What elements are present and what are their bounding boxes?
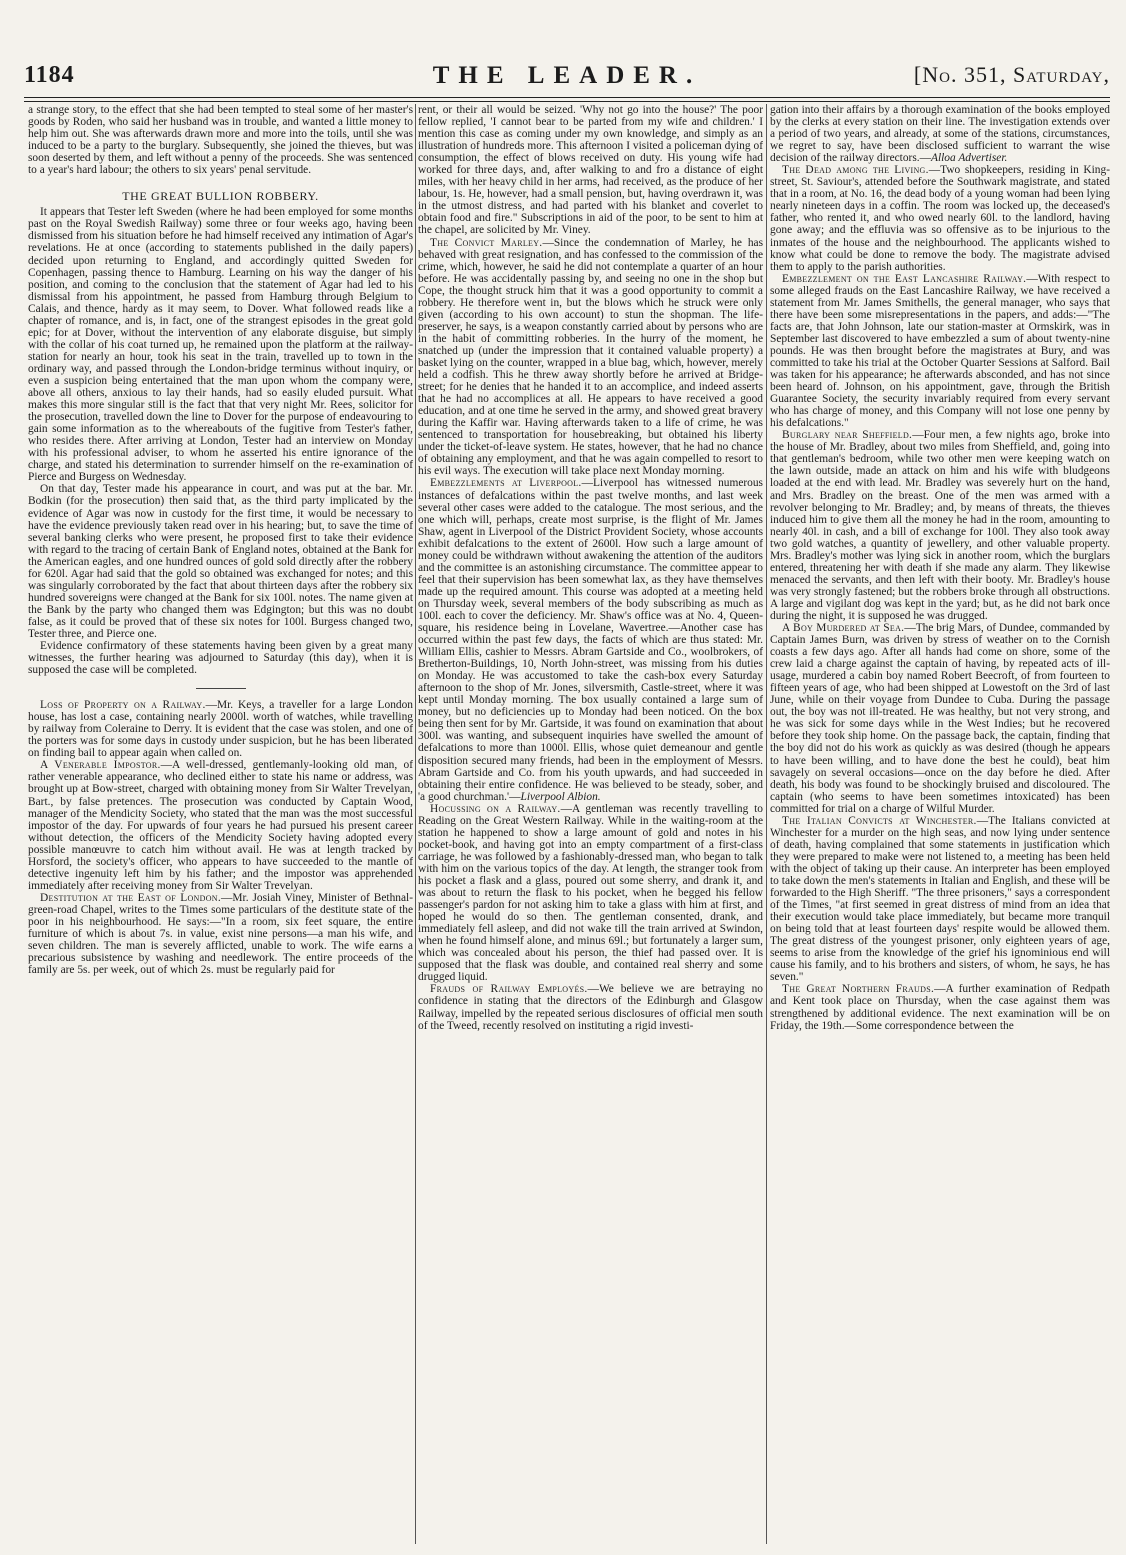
article-paragraph: On that day, Tester made his appearance in court, and was put at the bar. Mr. Bodkin (for the prosecution) then said that, as the third party implicated by the evidence of Agar was now in custody for the first time, it would be necessary to have the evidence previously taken read over in his hearing; but, to save the time of several banking clerks who were present, he proposed first to take their evidence with regard to the tracing of certain Bank of England notes, obtained at the Bank for the American eagles, and one hundred ounces of gold sold directly after the robbery for 620l. Agar had said that the gold so obtained was exchanged for notes; and this was singularly corroborated by the fact that about thirteen days after the robbery six hundred sovereigns were changed at the Bank for six 100l. notes. The name given at the Bank by the party who changed them was Edgington; but this was no doubt false, as it could be proved that of these six notes for 100l. Burgess changed two, Tester three, and Pierce one. — [28, 483, 413, 640]
article-text: —A gentleman was recently travelling to Reading on the Great Western Railway. While in the waiting-room at the station he happened to show a large amount of gold and notes in his pocket-book, and having got into an empty compartment of a first-class carriage, he was followed by a fashionably-dressed man, who began to talk with him on the various topics of the day. At length, the stranger took from his pocket a flask and a glass, poured out some sherry, and drank it, and was about to return the flask to his pocket, when he begged his fellow passenger's pardon for not asking him to take a glass with him at first, and hoped he would do so then. The gentleman consented, drank, and immediately fell asleep, and did not wake till the train arrived at Swindon, when he found himself alone, and minus 69l.; but fortunately a larger sum, which was concealed about his person, the thief had passed over. It is supposed that the flask was double, and contained real sherry and some drugged liquid. — [418, 802, 763, 984]
article-run-in-heading: Burglary near Sheffield. — [782, 429, 913, 442]
article-paragraph — [770, 983, 1110, 1031]
article-run-in-heading: Loss of Property on a Railway. — [40, 699, 206, 712]
article-run-in-heading: The Italian Convicts at Winchester. — [782, 814, 977, 827]
newspaper-title: THE LEADER. — [432, 62, 702, 89]
masthead-rule-thin — [24, 101, 1110, 102]
masthead-rule — [24, 97, 1110, 98]
article-text: —With respect to some alleged frauds on the East Lancashire Railway, we have received a statement from Mr. James Smithells, the general manager, who says that there have been some misrepresentations in the papers, and adds:—"The facts are, that John Johnson, late our station-master at Ormskirk, was in September last discovered to have embezzled a sum of about twenty-nine pounds. He was then brought before the magistrates at Bury, and was committed to take his trial at the October Quarter Sessions at Salford. Bail was taken for his appearance; he afterwards absconded, and has not since been heard of. Johnson, on his appointment, gave, through the British Guarantee Society, the security invariably required from every servant who has charge of money, and this Company will not lose one penny by his defalcations." — [770, 272, 1110, 430]
article-paragraph — [418, 983, 763, 1031]
article-text: —Mr. Keys, a traveller for a large London house, has lost a case, containing nearly 2000l. worth of watches, while travelling by railway from Coleraine to Derry. It is evident that the case was stolen, and one of the porters was for some days in custody under suspicion, but he has been liberated on finding bail to appear again when called on. — [28, 699, 413, 760]
article-paragraph — [770, 273, 1110, 430]
article-run-in-heading: The Great Northern Frauds. — [782, 983, 935, 996]
article-run-in-heading: Embezzlement on the East Lancashire Railway. — [782, 272, 1027, 285]
article-source: Alloa Advertiser. — [931, 152, 1008, 165]
article-paragraph — [770, 622, 1110, 815]
article-paragraph: Evidence confirmatory of these statements having been given by a great many witnesses, the further hearing was adjourned to Saturday (this day), when it is supposed the case will be completed. — [28, 640, 413, 677]
article-text: —A well-dressed, gentlemanly-looking old man, of rather venerable appearance, who declined either to state his name or address, was brought up at Bow-street, charged with obtaining money from Sir Walter Trevelyan, Bart., by false pretences. The prosecution was conducted by Captain Wood, manager of the Mendicity Society, who stated that the man was the most successful impostor of the day. For upwards of four years he had pursued his present career without detection, the officers of the Mendicity Society having adopted every possible manœuvre to catch him without avail. He was at length tracked by Horsford, the society's officer, who appears to have succeeded to the mantle of detective ingenuity left him by his father; and the impostor was apprehended immediately after receiving money from Sir Walter Trevelyan. — [28, 759, 413, 892]
column-2 — [418, 104, 763, 1544]
article-text: —We believe we are betraying no confidence in stating that the directors of the Edinburgh and Glasgow Railway, impelled by the repeated serious disclosures of official men south of the Tweed, recently resolved on instituting a rigid investi- — [418, 983, 763, 1032]
article-text: —A further examination of Redpath and Kent took place on Thursday, when the case against them was strengthened by additional evidence. The next examination will be on Friday, the 19th.—Some correspondence between the — [770, 983, 1110, 1032]
article-paragraph — [418, 477, 763, 802]
article-run-in-heading: Destitution at the East of London. — [40, 891, 222, 904]
article-paragraph — [28, 892, 413, 976]
article-paragraph — [418, 237, 763, 478]
article-paragraph — [770, 104, 1110, 164]
article-text: —The brig Mars, of Dundee, commanded by Captain James Burn, was driven by stress of weather on to the Cornish coasts a few days ago. After all hands had come on shore, some of the crew laid a charge against the captain of having, by repeated acts of ill-usage, murdered a cabin boy named Robert Beecroft, of from fourteen to fifteen years of age, who had been shipped at Lowestoft on the 3rd of last June, while on their voyage from Dundee to Cuba. During the passage out, the boy was not ill-treated. He was healthy, but not very strong, and he was sick for some days while in the West Indies; but he recovered before they took ship home. On the passage back, the captain, finding that the boy did not do his work as quickly as was desired (though he appears to have been willing, and to have done the best he could), beat him savagely on several occasions—once on the day before he died. After death, his body was found to be shockingly bruised and discoloured. The captain (who seems to have been sometimes intoxicated) has been committed for trial on a charge of Wilful Murder. — [770, 622, 1110, 815]
article-text: —Two shopkeepers, residing in King-street, St. Saviour's, attended before the Southwark magistrate, and stated that in a room, at No. 16, the dead body of a young woman had been lying nearly nineteen days in a coffin. The room was locked up, the deceased's father, who rented it, and who owed nearly 60l. to the landlord, having gone away; and the effluvia was so offensive as to be injurious to the inmates of the house and the neighbourhood. The applicants wished to know what could be done to remove the body. The magistrate advised them to apply to the parish authorities. — [770, 164, 1110, 273]
column-divider — [415, 104, 416, 1544]
article-source: Liverpool Albion. — [520, 790, 601, 803]
issue-label: [No. 351, Saturday, — [913, 62, 1110, 87]
column-3 — [770, 104, 1110, 1544]
article-paragraph: rent, or their all would be seized. 'Why not go into the house?' The poor fellow replied, 'I cannot bear to be parted from my wife and children.' I mention this case as coming under my own knowledge, and simply as an illustration of hundreds more. This afternoon I visited a policeman dying of consumption, the effect of blows received on duty. His young wife had worked for three days, and, after walking to and fro a distance of eight miles, with her heavy child in her arms, had received, as the produce of her labour, 1s. He, however, had a small pension, but, having overdrawn it, was in the utmost distress, and had parted with his blanket and coverlet to obtain food and fire." Subscriptions in aid of the poor, to be sent to him at the chapel, are solicited by Mr. Viney. — [418, 104, 763, 237]
article-run-in-heading: A Venerable Impostor. — [40, 759, 161, 772]
article-text: —Four men, a few nights ago, broke into the house of Mr. Bradley, about two miles from Sheffield, and, going into that gentleman's bedroom, while two other men were keeping watch on the lawn outside, made an attack on him and his wife with bludgeons loaded at the end with lead. Mr. Bradley was severely hurt on the hand, and Mrs. Bradley on the breast. One of the men was armed with a revolver belonging to Mr. Bradley; and, by means of threats, the thieves induced him to give them all the money he had in the room, amounting to nearly 40l. in cash, and a bill of exchange for 100l. They also took away two gold watches, a quantity of jewellery, and other valuable property. Mrs. Bradley's mother was lying sick in another room, which the burglars entered, threatening her with death if she made any alarm. They likewise menaced the servants, and then left with their booty. Mr. Bradley's house was very strongly fastened; but the robbers broke through all obstructions. A large and vigilant dog was kept in the yard; but, as he did not bark once during the night, it is supposed he was drugged. — [770, 429, 1110, 622]
section-separator — [196, 688, 246, 689]
article-paragraph — [28, 759, 413, 892]
masthead — [24, 62, 1110, 94]
article-text: gation into their affairs by a thorough examination of the books employed by the clerks at every station on their line. The investigation extends over a period of two years, and already, at some of the stations, circumstances, we regret to say, have been disclosed sufficient to warrant the wise decision of the railway directors.— — [770, 104, 1110, 165]
article-run-in-heading: Hocussing on a Railway. — [430, 802, 561, 815]
article-text: —Mr. Josiah Viney, Minister of Bethnal-green-road Chapel, writes to the Times some particulars of the destitute state of the poor in his neighbourhood. He says:—"In a room, six feet square, the entire furniture of which is about 7s. in value, exist nine persons—a man his wife, and seven children. The man is severely afflicted, unable to work. The wife earns a precarious subsistence by washing and needlework. The entire proceeds of the family are 5s. per week, out of which 2s. must be regularly paid for — [28, 891, 413, 977]
column-1 — [28, 104, 413, 1544]
article-paragraph — [770, 164, 1110, 272]
article-run-in-heading: Embezzlements at Liverpool. — [430, 477, 582, 490]
article-paragraph — [770, 815, 1110, 984]
article-text: —The Italians convicted at Winchester for a murder on the high seas, and now lying under sentence of death, having complained that some statements in justification which they were prepared to make were not listened to, a meeting has been held with the object of taking up their cause. An interpreter has been employed to take down the men's statements in Italian and English, and these will be forwarded to the High Sheriff. "The three prisoners," says a correspondent of the Times, "at first seemed in great distress of mind from an idea that their execution would take place immediately, but became more tranquil on being told that at least fourteen days' respite would be allowed them. The great distress of the youngest prisoner, only eighteen years of age, seems to arise from the knowledge of the grief his ignominious end will cause his family, and to his brothers and sisters, of whom, he says, he has seven." — [770, 814, 1110, 984]
article-paragraph: It appears that Tester left Sweden (where he had been employed for some months past on the Royal Swedish Railway) some three or four weeks ago, having been dismissed from his situation before he had himself received any intimation of Agar's revelations. He at once (according to statements published in the daily papers) decided upon returning to England, and accordingly quitted Sweden for Copenhagen, passing thence to Hamburg. Learning on his way the danger of his position, and coming to the conclusion that the statement of Agar had led to his dismissal from his appointment, he passed from Hamburg through Belgium to Calais, and thence, hardy as it may seem, to Dover. What followed reads like a chapter of romance, and is, in fact, one of the strangest episodes in the great gold epic; for at Dover, without the intervention of any elaborate disguise, but simply with the collar of his coat turned up, he remained upon the platform at the railway-station for nearly an hour, took his seat in the train, travelled up to town in the ordinary way, and passed through the London-bridge terminus without inquiry, or even a suspicion being entertained that the man upon whom the company were, above all others, anxious to lay their hands, had so easily eluded pursuit. What makes this more singular still is the fact that that very night Mr. Rees, solicitor for the prosecution, travelled down the line to Dover for the purpose of endeavouring to gain some information as to the whereabouts of the fugitive from Tester's father, who resides there. After arriving at London, Tester had an interview on Monday with his professional adviser, to whom he asserted his entire ignorance of the charge, and stated his determination to surrender himself on the re-examination of Pierce and Burgess on Wednesday. — [28, 206, 413, 484]
article-run-in-heading: A Boy Murdered at Sea. — [782, 622, 905, 635]
article-text: —Since the condemnation of Marley, he has behaved with great resignation, and has confessed to the commission of the crime, which, however, he said he did not contemplate a quarter of an hour before. He was accidentally passing by, and seeing no one in the shop but Cope, the thought struck him that it was a good opportunity to commit a robbery. He therefore went in, but the blows which he struck were only given (according to his own account) to stun the shopman. The life-preserver, he says, is a weapon constantly carried about by persons who are in the habit of committing robberies. In the hurry of the moment, he snatched up (under the impression that it contained valuable property) a basket lying on the counter, wrapped in a blue bag, which, however, merely held a codfish. This he threw away shortly before he arrived at Bridge-street; for he denies that he handed it to an accomplice, and indeed asserts that he had no accomplices at all. He appears to have received a good education, and at one time he served in the army, and showed great bravery during the Kaffir war. Having afterwards taken to a life of crime, he was sentenced to transportation for housebreaking, but obtained his liberty under the ticket-of-leave system. He states, however, that he had no chance of obtaining any employment, and that he was again compelled to resort to his evil ways. The execution will take place next Monday morning. — [418, 236, 763, 478]
page-number: 1184 — [24, 62, 75, 88]
article-run-in-heading: The Dead among the Living. — [782, 164, 929, 177]
article-heading: THE GREAT BULLION ROBBERY. — [122, 189, 319, 204]
article-run-in-heading: The Convict Marley. — [430, 236, 543, 249]
column-divider — [766, 104, 767, 1544]
article-paragraph — [418, 803, 763, 984]
article-paragraph — [770, 429, 1110, 622]
article-paragraph: a strange story, to the effect that she had been tempted to steal some of her master's goods by Roden, who said her husband was in trouble, and wanted a little money to help him out. She was afterwards drawn more and more into the toils, until she was induced to be a party to the burglary. Subsequently, she joined the thieves, but was soon deserted by them, and left without a penny of the proceeds. She was sentenced to a year's hard labour; the others to six years' penal servitude. — [28, 104, 413, 177]
article-run-in-heading: Frauds of Railway Employés. — [430, 983, 588, 996]
article-paragraph — [28, 699, 413, 759]
article-text: —Liverpool has witnessed numerous instances of defalcations within the past twelve months, and last week several other cases were added to the catalogue. The most serious, and the one which will, perhaps, create most surprise, is the flight of Mr. James Shaw, agent in Liverpool of the District Provident Society, whose accounts exhibit defalcations to the extent of 2600l. How such a large amount of money could be withdrawn without awakening the attention of the auditors and the committee is an astonishing circumstance. The committee appear to feel that their supervision has been somewhat lax, as they have themselves made up the required amount. This course was adopted at a meeting held on Thursday week, several members of the body subscribing as much as 100l. each to cover the deficiency. Mr. Shaw's office was at No. 4, Queen-square, his residence being in Lovelane, Wavertree.—Another case has occurred within the past few days, the facts of which are thus stated: Mr. William Ellis, cashier to Messrs. Abram Gartside and Co., woolbrokers, of Bretherton-Buildings, 10, North John-street, was missing from his duties on Monday. He was accustomed to take the cash-box every Saturday afternoon to the shop of Mr. Jones, silversmith, Castle-street, where it was kept until Monday morning. The box usually contained a large sum of money, but no deficiencies up to Monday had been noticed. On the box being then sent for by Mr. Gartside, it was found on examination that about 300l. was wanting, and subsequent inquiries have swelled the amount of defalcations to more than 1000l. Ellis, whose quiet demeanour and gentle disposition secured many friends, had been in the employment of Messrs. Abram Gartside and Co. from his youth upwards, and had succeeded in obtaining their entire confidence. He was believed to be steady, sober, and 'a good churchman.'— — [418, 477, 763, 803]
